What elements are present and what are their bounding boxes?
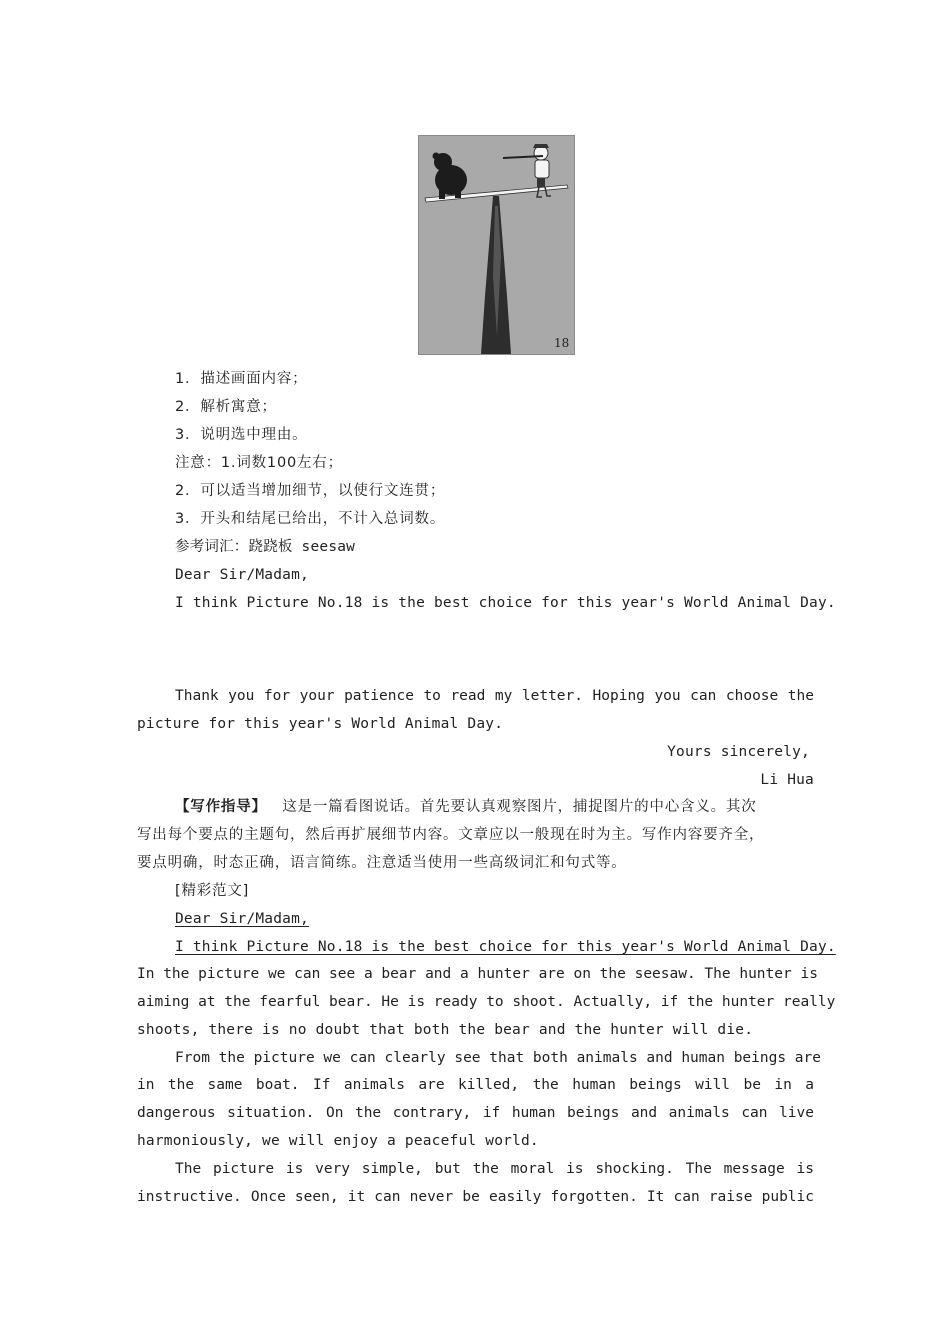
sample-greeting: Dear Sir/Madam, xyxy=(175,911,309,927)
letter-opening: I think Picture No.18 is the best choice for this year's World Animal Day. xyxy=(175,595,836,611)
vocab-hint: 参考词汇：跷跷板 seesaw xyxy=(175,539,356,555)
sample-p2-line-3: dangerous situation. On the contrary, if human beings and animals can live xyxy=(137,1105,814,1121)
sample-p1-line-1: In the picture we can see a bear and a hunter are on the seesaw. The hunter is xyxy=(137,966,818,982)
hunter-body xyxy=(535,160,549,178)
guide-line-1 xyxy=(175,797,757,817)
hunter-head xyxy=(534,146,548,160)
bear-leg xyxy=(439,190,445,199)
seesaw-illustration xyxy=(418,135,575,355)
hunter-legs xyxy=(537,178,545,187)
guide-line-3: 要点明确，时态正确，语言简练。注意适当使用一些高级词汇和句式等。 xyxy=(137,855,627,871)
sample-p1-line-2: aiming at the fearful bear. He is ready to shoot. Actually, if the hunter really xyxy=(137,994,836,1010)
requirement-2: 2．解析寓意； xyxy=(175,399,277,415)
guide-text-1: 这是一篇看图说话。首先要认真观察图片，捕捉图片的中心含义。其次 xyxy=(282,799,757,815)
sample-p2-line-2: in the same boat. If animals are killed, the human beings will be in a xyxy=(137,1077,814,1093)
sample-p2-line-4: harmoniously, we will enjoy a peaceful world. xyxy=(137,1133,539,1149)
letter-greeting: Dear Sir/Madam, xyxy=(175,567,309,583)
figure-number: 18 xyxy=(554,336,570,350)
requirement-3: 3．说明选中理由。 xyxy=(175,427,308,443)
guide-label: 【写作指导】 xyxy=(175,799,267,815)
guide-line-2: 写出每个要点的主题句，然后再扩展细节内容。文章应以一般现在时为主。写作内容要齐全， xyxy=(137,827,765,843)
sample-label: [精彩范文] xyxy=(175,883,250,899)
note-1: 注意：1.词数100左右； xyxy=(175,455,343,471)
letter-sign-off: Yours sincerely, xyxy=(667,744,810,760)
requirement-1: 1．描述画面内容； xyxy=(175,371,308,387)
hunter-hat xyxy=(533,144,549,148)
letter-signature: Li Hua xyxy=(760,772,814,788)
bear-leg xyxy=(455,190,461,198)
sample-p3-line-1: The picture is very simple, but the moral is shocking. The message is xyxy=(175,1161,814,1177)
note-3: 3．开头和结尾已给出，不计入总词数。 xyxy=(175,511,446,527)
seesaw-drawing xyxy=(419,136,574,354)
note-2: 2．可以适当增加细节，以使行文连贯； xyxy=(175,483,446,499)
sample-p2-line-1: From the picture we can clearly see that both animals and human beings are xyxy=(175,1050,822,1066)
sample-opening: I think Picture No.18 is the best choice for this year's World Animal Day. xyxy=(175,939,836,955)
bear-ear xyxy=(433,153,440,160)
letter-closing-line-1: Thank you for your patience to read my letter. Hoping you can choose the xyxy=(175,688,814,704)
sample-p1-line-3: shoots, there is no doubt that both the bear and the hunter will die. xyxy=(137,1022,754,1038)
letter-closing-line-2: picture for this year's World Animal Day. xyxy=(137,716,504,732)
sample-p3-line-2: instructive. Once seen, it can never be easily forgotten. It can raise public xyxy=(137,1189,814,1205)
